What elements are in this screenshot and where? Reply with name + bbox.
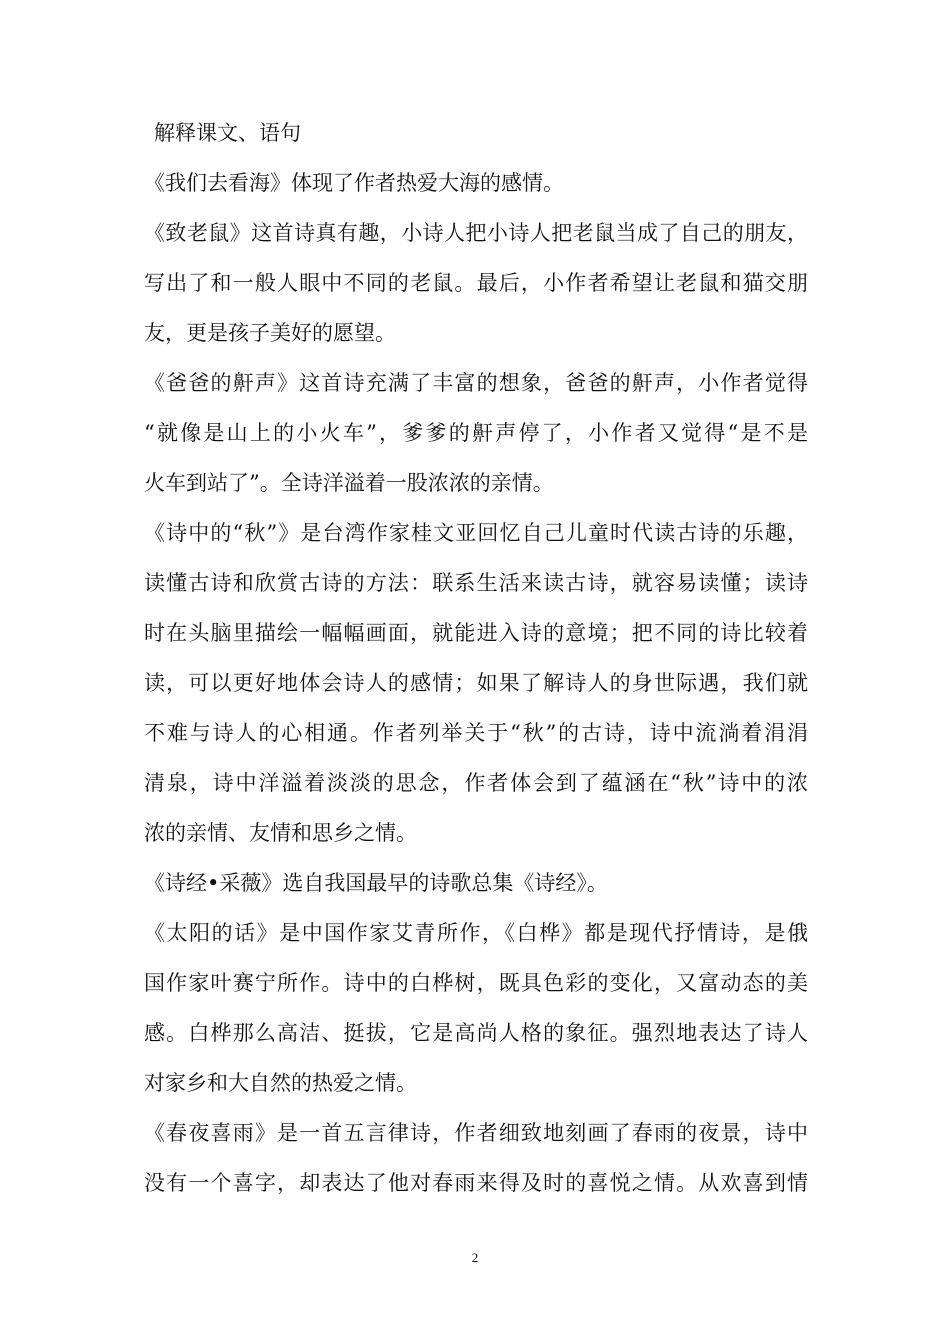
- paragraph-line: 国作家叶赛宁所作。诗中的白桦树，既具色彩的变化，又富动态的美: [144, 971, 808, 995]
- paragraph-line: 浓的亲情、友情和思乡之情。: [144, 821, 417, 845]
- paragraph-line: 《爸爸的鼾声》这首诗充满了丰富的想象，爸爸的鼾声，小作者觉得: [144, 371, 808, 395]
- paragraph-line: 清泉，诗中洋溢着淡淡的思念，作者体会到了蕴涵在“秋”诗中的浓: [144, 771, 808, 795]
- section-heading: 解释课文、语句: [154, 121, 301, 145]
- document-body: [144, 108, 808, 1208]
- paragraph-line: 时在头脑里描绘一幅幅画面，就能进入诗的意境；把不同的诗比较着: [144, 621, 808, 645]
- paragraph-line: 友，更是孩子美好的愿望。: [144, 321, 396, 345]
- paragraph-line: 读，可以更好地体会诗人的感情；如果了解诗人的身世际遇，我们就: [144, 671, 808, 695]
- paragraph-line: 感。白桦那么高洁、挺拔，它是高尚人格的象征。强烈地表达了诗人: [144, 1021, 808, 1045]
- paragraph-line: 《我们去看海》体现了作者热爱大海的感情。: [144, 171, 564, 195]
- paragraph-line: 读懂古诗和欣赏古诗的方法：联系生活来读古诗，就容易读懂；读诗: [144, 571, 808, 595]
- paragraph-line: “就像是山上的小火车”，爹爹的鼾声停了，小作者又觉得“是不是: [144, 421, 808, 445]
- paragraph-line: 《春夜喜雨》是一首五言律诗，作者细致地刻画了春雨的夜景，诗中: [144, 1121, 808, 1145]
- paragraph-line: 火车到站了”。全诗洋溢着一股浓浓的亲情。: [144, 471, 554, 495]
- paragraph-line: 《诗中的“秋”》是台湾作家桂文亚回忆自己儿童时代读古诗的乐趣，: [144, 521, 808, 545]
- paragraph-line: 对家乡和大自然的热爱之情。: [144, 1071, 417, 1095]
- page-number: 2: [471, 1250, 479, 1265]
- paragraph-line: 不难与诗人的心相通。作者列举关于“秋”的古诗，诗中流淌着涓涓: [144, 721, 808, 745]
- paragraph-line: 《诗经•采薇》选自我国最早的诗歌总集《诗经》。: [144, 871, 608, 895]
- paragraph-line: 写出了和一般人眼中不同的老鼠。最后，小作者希望让老鼠和猫交朋: [144, 271, 808, 295]
- paragraph-line: 没有一个喜字，却表达了他对春雨来得及时的喜悦之情。从欢喜到情: [144, 1171, 808, 1195]
- paragraph-line: 《致老鼠》这首诗真有趣，小诗人把小诗人把老鼠当成了自己的朋友，: [144, 221, 808, 245]
- paragraph-line: 《太阳的话》是中国作家艾青所作，《白桦》都是现代抒情诗，是俄: [144, 921, 808, 945]
